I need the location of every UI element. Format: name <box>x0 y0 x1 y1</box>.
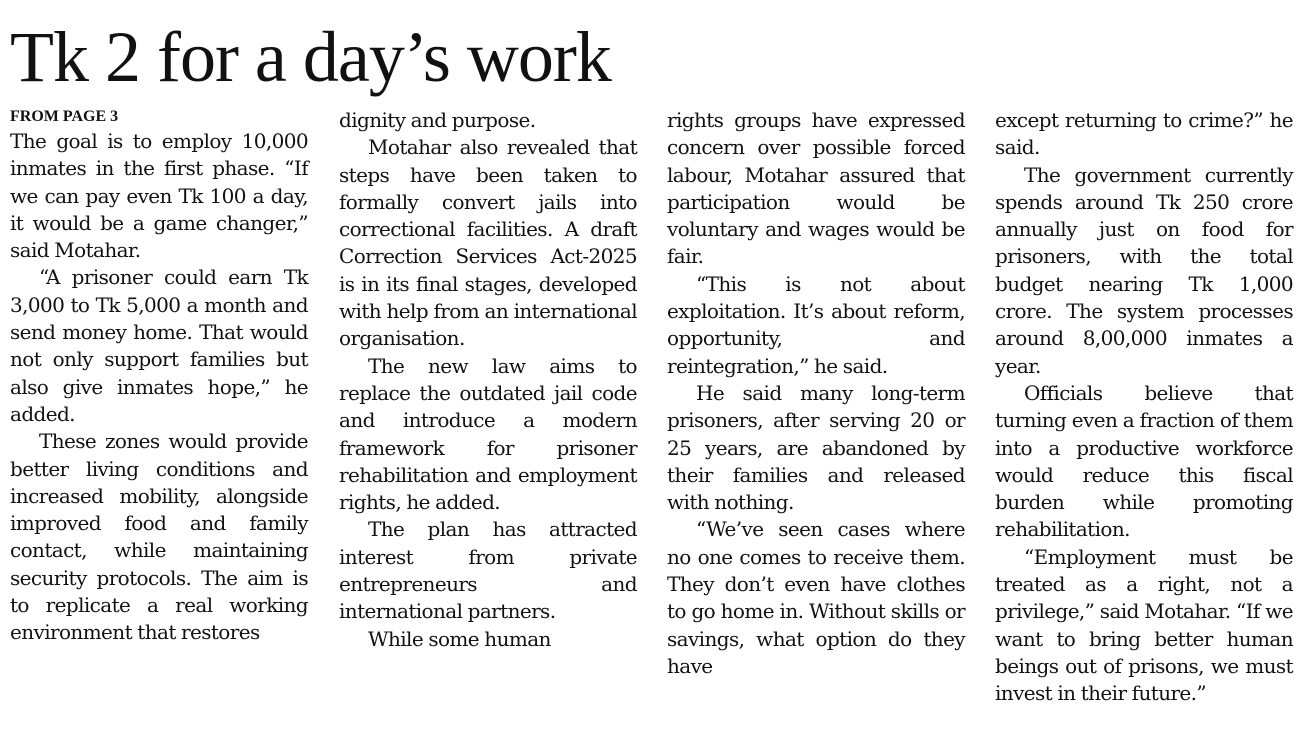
paragraph: “A prisoner could earn Tk 3,000 to Tk 5,000 a month and send money home. That would not only support families but also give inmates hope,” he added. <box>10 265 308 426</box>
paragraph: Motahar also revealed that steps have been taken to formally convert jails into correctional facilities. A draft Correction Services Act-2025 is in its final stages, developed with help from an international organisation. <box>339 135 637 351</box>
paragraph: “Employment must be treated as a right, not a privilege,” said Motahar. “If we want to bring better human beings out of prisons, we must invest in their future.” <box>995 544 1293 706</box>
paragraph: The goal is to employ 10,000 inmates in the first phase. “If we can pay even Tk 100 a day, it would be a game changer,” said Motahar. <box>10 129 308 263</box>
article-column-4 <box>995 107 1293 708</box>
article-column-3 <box>667 107 965 680</box>
dateline: FROM PAGE 3 <box>10 108 119 125</box>
paragraph: While some human <box>368 626 551 651</box>
article-column-2 <box>339 107 637 653</box>
paragraph: He said many long-term prisoners, after serving 20 or 25 years, are abandoned by their families and released with nothing. <box>667 380 965 515</box>
paragraph: The plan has attracted interest from private entrepreneurs and international partners. <box>339 517 637 624</box>
paragraph-continued: except returning to crime?” he said. <box>995 108 1293 160</box>
paragraph: The government currently spends around Tk 250 crore annually just on food for prisoners, with the total budget nearing Tk 1,000 crore. The system processes around 8,00,000 inmates a year. <box>995 162 1293 378</box>
paragraph-continued: dignity and purpose. <box>339 108 536 132</box>
paragraph: “We’ve seen cases where no one comes to receive them. They don’t even have clothes to go home in. Without skills or savings, what option do they have <box>667 517 965 678</box>
paragraph: “This is not about exploitation. It’s about reform, opportunity, and reintegration,” he said. <box>667 271 965 378</box>
paragraph: Officials believe that turning even a fraction of them into a productive workforce would reduce this fiscal burden while promoting rehabilitation. <box>995 380 1293 542</box>
paragraph: The new law aims to replace the outdated jail code and introduce a modern framework for prisoner rehabilitation and employment rights, he added. <box>339 353 637 515</box>
headline: Tk 2 for a day’s work <box>10 17 611 97</box>
paragraph: These zones would provide better living conditions and increased mobility, alongside improved food and family contact, while maintaining security protocols. The aim is to replicate a real working environment that restores <box>10 429 308 645</box>
paragraph-continued: rights groups have expressed concern over possible forced labour, Motahar assured that participation would be voluntary and wages would be fair. <box>667 108 965 269</box>
article-column-1 <box>10 107 308 647</box>
